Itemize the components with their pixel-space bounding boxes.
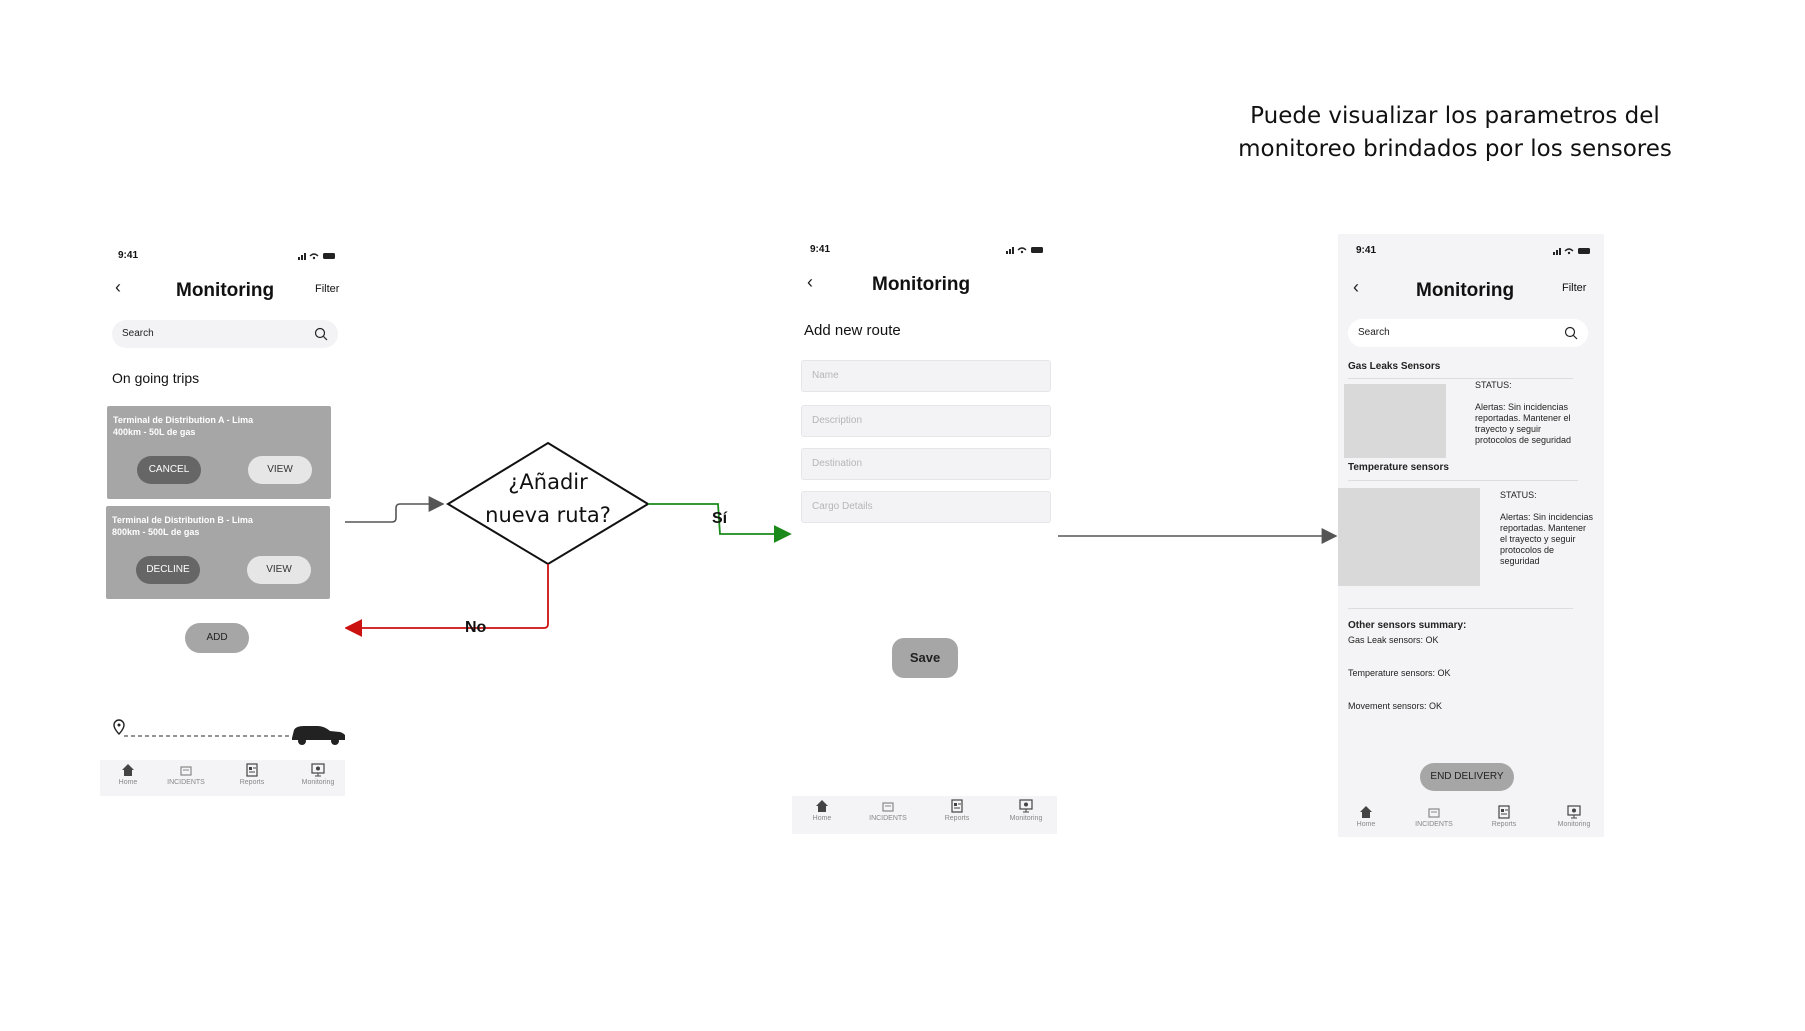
temperature-status-line: Alertas: Sin incidencias [1500,512,1594,522]
search-icon [314,327,328,341]
route-progress [110,718,345,748]
nav-label: INCIDENTS [1415,821,1453,828]
trip-card[interactable] [106,506,330,599]
monitoring-icon [1567,805,1581,819]
divider [1348,480,1578,481]
field-placeholder: Description [812,415,863,426]
page-title: Monitoring [176,280,275,301]
temperature-sensors-title: Temperature sensors [1348,462,1449,473]
gas-status-label: STATUS: [1475,380,1512,390]
nav-label: Home [118,779,138,786]
home-icon [815,799,829,813]
field-placeholder: Destination [812,458,863,469]
temperature-status-line: reportadas. Mantener [1500,523,1587,533]
reports-icon [245,763,259,777]
gas-status-line: reportadas. Mantener el [1475,413,1571,423]
back-button[interactable]: ‹ [807,272,813,292]
field-placeholder: Cargo Details [812,501,873,512]
trip-card-line-2: 800km - 500L de gas [112,527,200,537]
back-button[interactable]: ‹ [1353,277,1359,297]
screen-add-route [792,234,1057,834]
gas-status-line: protocolos de seguridad [1475,435,1572,445]
nav-incidents[interactable] [158,763,214,786]
bottom-nav [792,796,1057,834]
incidents-icon [179,763,193,777]
temperature-status-line: seguridad [1500,556,1540,566]
search-input[interactable] [112,320,338,348]
description-field[interactable] [801,405,1051,437]
temperature-status-label: STATUS: [1500,490,1537,500]
status-icons [1553,247,1591,255]
search-input[interactable] [1348,319,1588,347]
back-button[interactable]: ‹ [115,277,121,297]
monitoring-icon [1019,799,1033,813]
add-button[interactable]: ADD [185,623,249,653]
nav-monitoring[interactable] [1546,805,1602,828]
nav-label: Reports [944,815,970,822]
screen-sensors [1338,234,1604,837]
trip-card-line-1: Terminal de Distribution A - Lima [113,415,254,425]
status-time: 9:41 [810,244,831,255]
temperature-status-text [1500,512,1593,567]
bottom-nav [100,760,345,796]
filter-button[interactable]: Filter [315,283,340,295]
page-title: Monitoring [872,274,971,295]
nav-home[interactable] [1338,805,1394,828]
nav-monitoring[interactable] [998,799,1054,822]
nav-label: Reports [239,779,265,786]
home-icon [121,763,135,777]
decline-button[interactable]: DECLINE [136,556,200,584]
decision-line-2: nueva ruta? [485,503,611,527]
reports-icon [950,799,964,813]
section-title: On going trips [112,370,200,386]
caption-line-2: monitoreo brindados por los sensores [1238,136,1672,162]
no-label: No [465,619,487,636]
trip-card[interactable] [107,406,331,499]
view-button[interactable]: VIEW [247,556,311,584]
incidents-icon [1427,805,1441,819]
nav-label: Home [1356,821,1376,828]
summary-temperature: Temperature sensors: OK [1348,668,1451,678]
caption-line-1: Puede visualizar los parametros del [1250,103,1660,129]
summary-title: Other sensors summary: [1348,620,1467,631]
cancel-button[interactable]: CANCEL [137,456,201,484]
incidents-icon [881,799,895,813]
nav-label: INCIDENTS [869,815,907,822]
cargo-details-field[interactable] [801,491,1051,523]
field-placeholder: Name [812,370,839,381]
temperature-sensor-image [1338,488,1480,586]
yes-label: Sí [712,510,728,527]
nav-label: INCIDENTS [167,779,205,786]
home-icon [1359,805,1373,819]
name-field[interactable] [801,360,1051,392]
trip-card-line-1: Terminal de Distribution B - Lima [112,515,253,525]
gas-status-line: trayecto y seguir [1475,424,1542,434]
divider [1348,608,1573,609]
no-arrow [346,564,548,628]
form-title: Add new route [804,322,901,339]
end-delivery-button[interactable]: END DELIVERY [1420,763,1514,791]
status-icons [1006,246,1044,254]
nav-incidents[interactable] [860,799,916,822]
arrow-to-decision [345,504,443,522]
decision-line-1: ¿Añadir [508,470,588,494]
nav-label: Monitoring [301,779,335,786]
location-pin-icon [114,720,124,734]
divider [1348,378,1573,379]
summary-gas: Gas Leak sensors: OK [1348,635,1439,645]
gas-sensors-title: Gas Leaks Sensors [1348,361,1441,372]
temperature-status-line: protocolos de [1500,545,1555,555]
view-button[interactable]: VIEW [248,456,312,484]
gas-status-line: Alertas: Sin incidencias [1475,402,1569,412]
nav-reports[interactable] [929,799,985,822]
gas-sensor-image [1344,384,1446,458]
summary-movement: Movement sensors: OK [1348,701,1443,711]
status-time: 9:41 [118,250,139,261]
nav-label: Home [812,815,832,822]
status-icons [298,252,336,260]
screen-ongoing-trips [100,240,345,800]
search-placeholder: Search [1358,327,1390,338]
status-time: 9:41 [1356,245,1377,256]
filter-button[interactable]: Filter [1562,282,1587,294]
nav-incidents[interactable] [1406,805,1462,828]
gas-status-text [1475,402,1571,446]
bottom-nav [1338,802,1604,837]
decision-text [468,466,628,532]
search-icon [1564,326,1578,340]
nav-label: Monitoring [1557,821,1591,828]
temperature-status-line: el trayecto y seguir [1500,534,1576,544]
nav-reports[interactable] [224,763,280,786]
car-icon [292,726,345,745]
reports-icon [1497,805,1511,819]
nav-reports[interactable] [1476,805,1532,828]
nav-home[interactable] [794,799,850,822]
nav-home[interactable] [100,763,156,786]
page-title: Monitoring [1416,280,1515,301]
trip-card-line-2: 400km - 50L de gas [113,427,196,437]
nav-label: Monitoring [1009,815,1043,822]
nav-monitoring[interactable] [290,763,346,786]
nav-label: Reports [1491,821,1517,828]
monitoring-icon [311,763,325,777]
save-button[interactable]: Save [892,638,958,678]
search-placeholder: Search [122,328,154,339]
destination-field[interactable] [801,448,1051,480]
